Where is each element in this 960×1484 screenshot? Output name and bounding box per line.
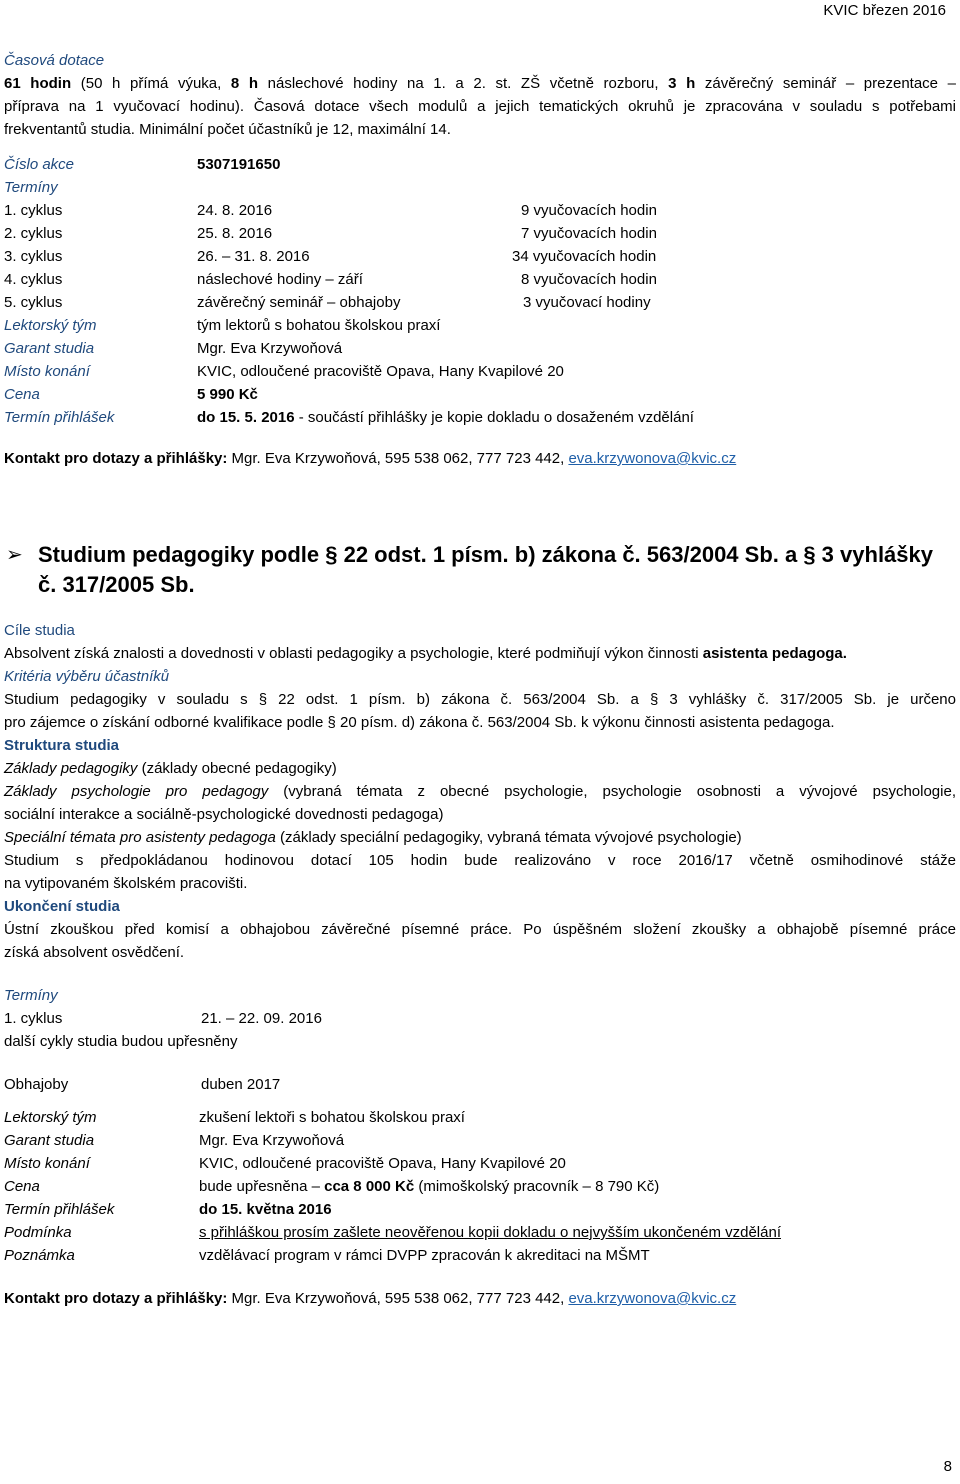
structure-item: Speciální témata pro asistenty pedagoga (základy speciální pedagogiky, vybraná témata vývojové psychologie) [4, 829, 742, 846]
application-deadline-row: Termín přihlášek do 15. 5. 2016 - součástí přihlášky je kopie dokladu o dosaženém vzdělání [4, 409, 694, 426]
criteria-label: Kritéria výběru účastníků [4, 668, 170, 685]
application-deadline-row: Termín přihlášek do 15. května 2016 [4, 1201, 332, 1218]
dates-label-row: Termíny [4, 179, 58, 196]
criteria-line-1: Studium pedagogiky v souladu s § 22 odst. 1 písm. b) zákona č. 563/2004 Sb. a § 3 vyhlášky č. 317/2005 Sb. je určeno [4, 691, 956, 708]
structure-item: Základy pedagogiky (základy obecné pedagogiky) [4, 760, 337, 777]
lecturer-team-row: Lektorský tým zkušení lektoři s bohatou školskou praxí [4, 1109, 465, 1126]
cycle-row: 4. cyklus náslechové hodiny – září 8 vyučovacích hodin [4, 271, 657, 288]
completion-line-2: získá absolvent osvědčení. [4, 944, 185, 961]
cycle-row: 1. cyklus 21. – 22. 09. 2016 [4, 1010, 322, 1027]
goals-label: Cíle studia [4, 622, 75, 639]
cycle-row: 1. cyklus 24. 8. 2016 9 vyučovacích hodin [4, 202, 657, 219]
time-allocation-line-3: frekventantů studia. Minimální počet účastníků je 12, maximální 14. [4, 121, 451, 138]
action-number-row: Číslo akce 5307191650 [4, 156, 281, 173]
contact-email-link[interactable]: eva.krzywonova@kvic.cz [568, 1290, 737, 1307]
price-row: Cena bude upřesněna – cca 8 000 Kč (mimoškolský pracovník – 8 790 Kč) [4, 1178, 660, 1195]
lecturer-team-row: Lektorský tým tým lektorů s bohatou školskou praxí [4, 317, 441, 334]
note-row: Poznámka vzdělávací program v rámci DVPP zpracován k akreditaci na MŠMT [4, 1247, 650, 1264]
defense-row: Obhajoby duben 2017 [4, 1076, 281, 1093]
venue-row: Místo konání KVIC, odloučené pracoviště Opava, Hany Kvapilové 20 [4, 363, 564, 380]
cycle-row: 5. cyklus závěrečný seminář – obhajoby 3 vyučovací hodiny [4, 294, 651, 311]
guarantor-row: Garant studia Mgr. Eva Krzywoňová [4, 340, 343, 357]
completion-line-1: Ústní zkouškou před komisí a obhajobou závěrečné písemné práce. Po úspěšném složení zkoušky a obhajobě písemné práce [4, 921, 956, 938]
hours-line-2: na vytipovaném školském pracovišti. [4, 875, 248, 892]
venue-row: Místo konání KVIC, odloučené pracoviště Opava, Hany Kvapilové 20 [4, 1155, 566, 1172]
condition-row: Podmínka s přihláškou prosím zašlete neověřenou kopii dokladu o nejvyšším ukončeném vzdělání [4, 1224, 781, 1241]
page-number: 8 [943, 1458, 952, 1475]
guarantor-row: Garant studia Mgr. Eva Krzywoňová [4, 1132, 345, 1149]
section-heading: ➢ Studium pedagogiky podle § 22 odst. 1 písm. b) zákona č. 563/2004 Sb. a § 3 vyhlášky č. 317/2005 Sb. [6, 542, 933, 597]
arrow-bullet-icon: ➢ [6, 544, 23, 566]
criteria-line-2: pro zájemce o získání odborné kvalifikace podle § 20 písm. d) zákona č. 563/2004 Sb. k výkonu činnosti asistenta pedagoga. [4, 714, 835, 731]
contact-line: Kontakt pro dotazy a přihlášky: Mgr. Eva Krzywoňová, 595 538 062, 777 723 442, eva.krzywonova@kvic.cz [4, 1290, 737, 1307]
course-2-block [4, 619, 956, 1310]
time-allocation-line-2: příprava na 1 vyučovací hodinu). Časová dotace všech modulů a jejich tematických okruhů je zpracována v souladu s potřebami [4, 98, 956, 115]
contact-line: Kontakt pro dotazy a přihlášky: Mgr. Eva Krzywoňová, 595 538 062, 777 723 442, eva.krzywonova@kvic.cz [4, 450, 737, 467]
page-header-title: KVIC březen 2016 [823, 2, 946, 19]
cycle-row: 3. cyklus 26. – 31. 8. 2016 34 vyučovacích hodin [4, 248, 657, 265]
completion-label: Ukončení studia [4, 898, 120, 915]
cycle-row: 2. cyklus 25. 8. 2016 7 vyučovacích hodin [4, 225, 657, 242]
contact-email-link[interactable]: eva.krzywonova@kvic.cz [568, 450, 737, 467]
price-row: Cena 5 990 Kč [4, 386, 258, 403]
time-allocation-line-1: 61 hodin (50 h přímá výuka, 8 h náslechové hodiny na 1. a 2. st. ZŠ včetně rozboru, 3 h závěrečný seminář – prezentace – [4, 75, 956, 92]
goals-text: Absolvent získá znalosti a dovednosti v oblasti pedagogiky a psychologie, které podmiňují výkon činnosti asistenta pedagoga. [4, 645, 847, 662]
structure-item: Základy psychologie pro pedagogy (vybraná témata z obecné psychologie, psychologie osobnosti a vývojové psychologie, [4, 783, 956, 800]
more-cycles-row: další cykly studia budou upřesněny [4, 1033, 238, 1050]
time-allocation-label: Časová dotace [4, 52, 105, 69]
structure-label: Struktura studia [4, 737, 120, 754]
hours-line-1: Studium s předpokládanou hodinovou dotací 105 hodin bude realizováno v roce 2016/17 včetně osmihodinové stáže [4, 852, 956, 869]
structure-item-cont: sociální interakce a sociálně-psychologické dovednosti pedagoga) [4, 806, 444, 823]
dates-label-row: Termíny [4, 987, 58, 1004]
course-1-block [4, 49, 956, 470]
